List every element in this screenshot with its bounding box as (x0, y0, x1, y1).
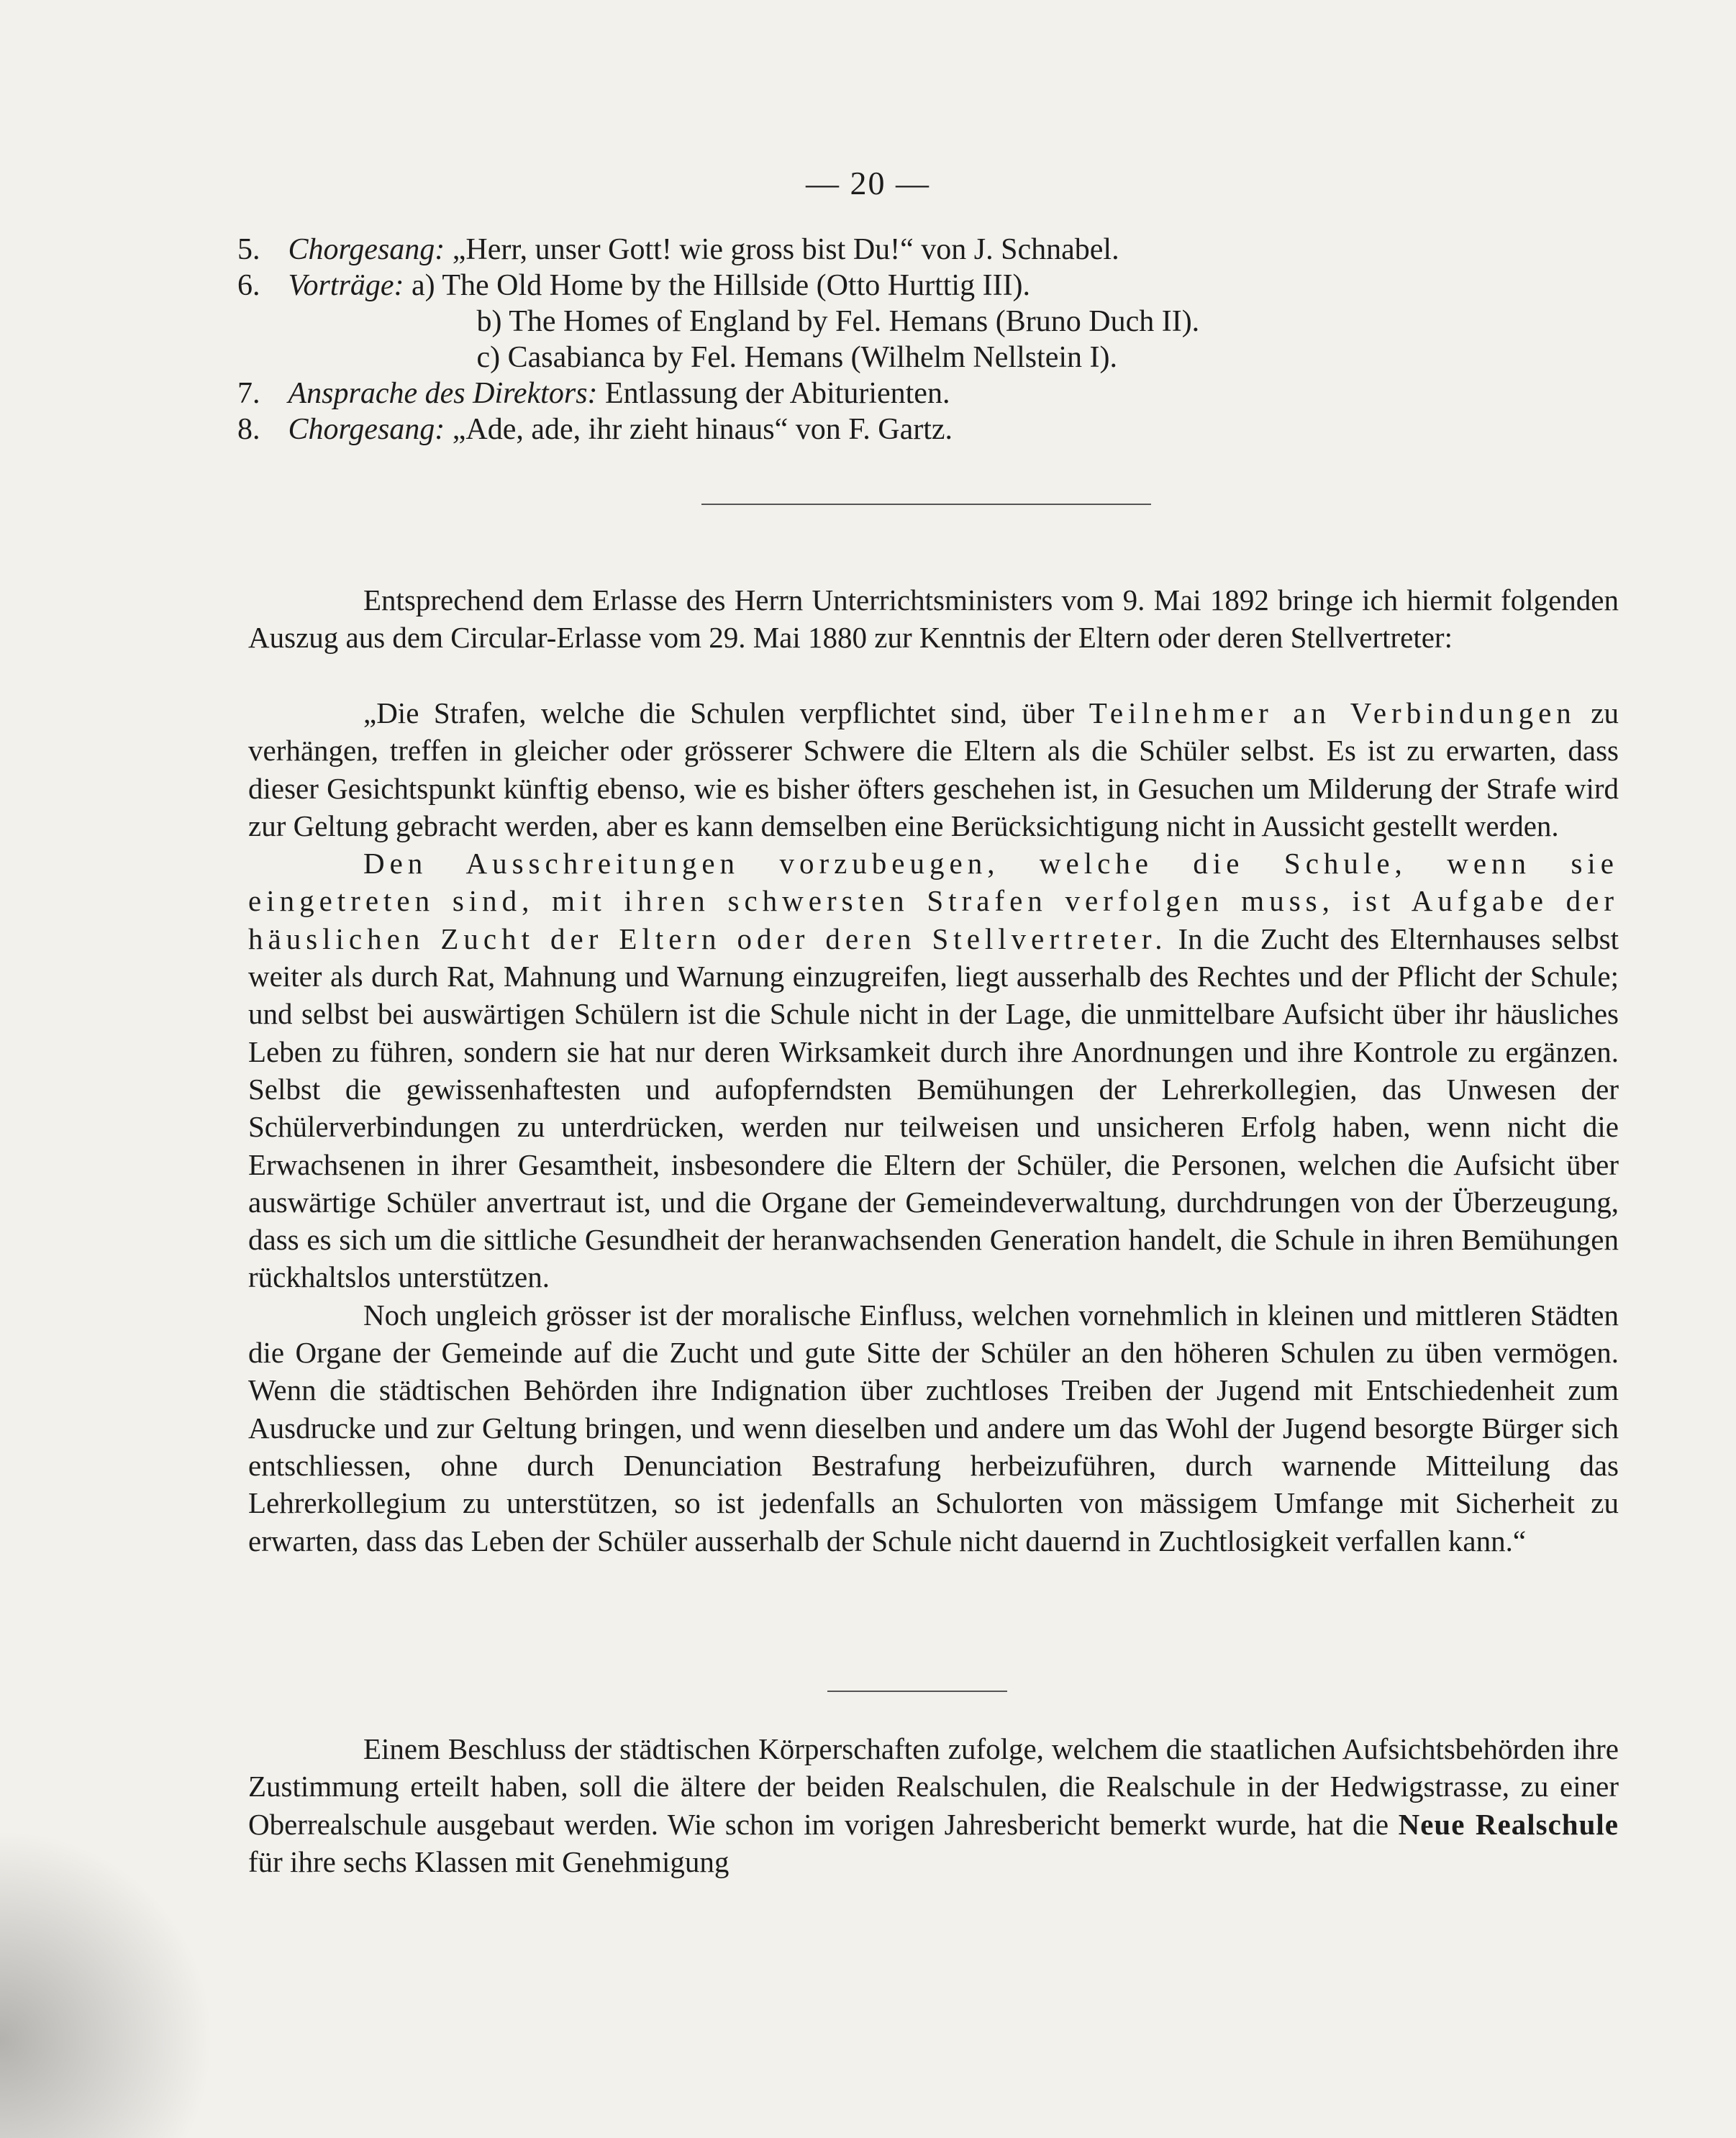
program-item-number: 7. (237, 377, 260, 410)
program-item-number: 5. (237, 233, 260, 266)
closing-text (248, 1730, 1619, 1880)
closing-paragraph (248, 1730, 1619, 1880)
program-item (237, 232, 1199, 268)
quote-paragraph-1 (248, 694, 1619, 845)
closing-end: für ihre sechs Klassen mit Genehmigung (248, 1844, 730, 1878)
program-item-number: 8. (237, 413, 260, 446)
program-item-text: „Ade, ade, ihr zieht hinaus“ von F. Gartz. (452, 413, 953, 446)
page-number: — 20 — (806, 165, 930, 201)
quote-p1-start: „Die Strafen, welche die Schulen verpflichtet sind, über (363, 696, 1089, 729)
program-item-text: c) Casabianca by Fel. Hemans (Wilhelm Nellstein I). (476, 341, 1118, 374)
section-divider (701, 504, 1151, 505)
closing-start: Einem Beschluss der städtischen Körperschaften zufolge, welchem die staatlichen Aufsichtsbehörden ihre Zustimmung erteilt haben, soll die ältere der beiden Realschulen, die Realschule in der Hedwigstrasse, zu einer Oberrealschule ausgebaut werden. Wie schon im vorigen Jahresbericht bemerkt wurde, hat die (248, 1732, 1619, 1841)
section-divider (827, 1691, 1007, 1692)
program-item-text: b) The Homes of England by Fel. Hemans (Bruno Duch II). (476, 305, 1200, 338)
program-item-number: 6. (237, 269, 260, 302)
intro-text: Entsprechend dem Erlasse des Herrn Unterrichtsministers vom 9. Mai 1892 bringe ich hiermit folgenden Auszug aus dem Circular-Erlasse vom 29. Mai 1880 zur Kenntnis der Eltern oder deren Stellvertreter: (248, 583, 1619, 655)
quote-paragraph-3: Noch ungleich grösser ist der moralische Einfluss, welchen vornehmlich in kleinen und mittleren Städten die Organe der Gemeinde auf die Zucht und gute Sitte der Schüler an den höheren Schulen zu üben vermögen. Wenn die städtischen Behörden ihre Indignation über zuchtloses Treiben der Jugend mit Entschiedenheit zum Ausdrucke und zur Geltung bringen, und wenn dieselben und andere um das Wohl der Jugend besorgte Bürger sich entschliessen, ohne durch Denunciation Bestrafung herbeizuführen, durch warnende Mitteilung das Lehrerkollegium zu unterstützen, so ist jedenfalls an Schulorten von mässigem Umfange mit Sicherheit zu erwarten, dass das Leben der Schüler ausserhalb der Schule nicht dauernd in Zuchtlosigkeit verfallen kann.“ (248, 1298, 1619, 1557)
program-item (237, 304, 1199, 340)
quote-p1-end: zu verhängen, treffen in gleicher oder grösserer Schwere die Eltern als die Schüler selbst. Es ist zu erwarten, dass dieser Gesichtspunkt künftig ebenso, wie es bisher öfters geschehen ist, in Gesuchen um Milderung der Strafe wird zur Geltung gebracht werden, aber es kann demselben eine Berücksichtigung nicht in Aussicht gestellt werden. (248, 696, 1619, 842)
program-item-text: a) The Old Home by the Hillside (Otto Hurttig III). (412, 269, 1031, 302)
program-item-label: Ansprache des Direktors: (288, 377, 598, 410)
decree-quote (248, 694, 1619, 1560)
quote-p2-end: In die Zucht des Elternhauses selbst weiter als durch Rat, Mahnung und Warnung einzugreifen, liegt ausserhalb des Rechtes und der Pflicht der Schule; und selbst bei auswärtigen Schülern ist die Schule nicht in der Lage, die unmittelbare Aufsicht über ihr häusliches Leben zu führen, sondern sie hat nur deren Wirksamkeit durch ihre Anordnungen und ihre Kontrole zu ergänzen. Selbst die gewissenhaftesten und aufopferndsten Bemühungen der Lehrerkollegien, das Unwesen der Schülerverbindungen zu unterdrücken, werden nur teilweisen und unsicheren Erfolg haben, wenn nicht die Erwachsenen in ihrer Gesamtheit, insbesondere die Eltern der Schüler, die Personen, welchen die Aufsicht über auswärtige Schüler anvertraut ist, und die Organe der Gemeindeverwaltung, durchdrungen von der Überzeugung, dass es sich um die sittliche Gesundheit der heranwachsenden Generation handelt, die Schule in ihren Bemühungen rückhaltslos unterstützen. (248, 922, 1619, 1294)
program-item-label: Vorträge: (288, 269, 404, 302)
program-item (237, 340, 1199, 376)
program-item-text: Entlassung der Abiturienten. (605, 377, 950, 410)
program-item (237, 376, 1199, 411)
program-item-label: Chorgesang: (288, 413, 445, 446)
program-item-label: Chorgesang: (288, 233, 445, 266)
intro-paragraph (248, 581, 1619, 657)
quote-p2-emphasis: Den Ausschreitungen vorzubeugen, welche die Schule, wenn sie eingetreten sind, mit ihren schwersten Strafen verfolgen muss, ist Aufgabe der häuslichen Zucht der Eltern oder deren Stellvertreter. (248, 847, 1619, 955)
program-item (237, 411, 1199, 447)
page-corner-shadow (0, 1813, 230, 2138)
program-list (237, 232, 1199, 447)
program-item (237, 268, 1199, 304)
school-name: Neue Realschule (1398, 1807, 1619, 1841)
quote-paragraph-2 (248, 845, 1619, 1296)
quote-p1-emphasis: Teilnehmer an Verbindungen (1089, 696, 1576, 729)
program-item-text: „Herr, unser Gott! wie gross bist Du!“ von J. Schnabel. (452, 233, 1119, 266)
